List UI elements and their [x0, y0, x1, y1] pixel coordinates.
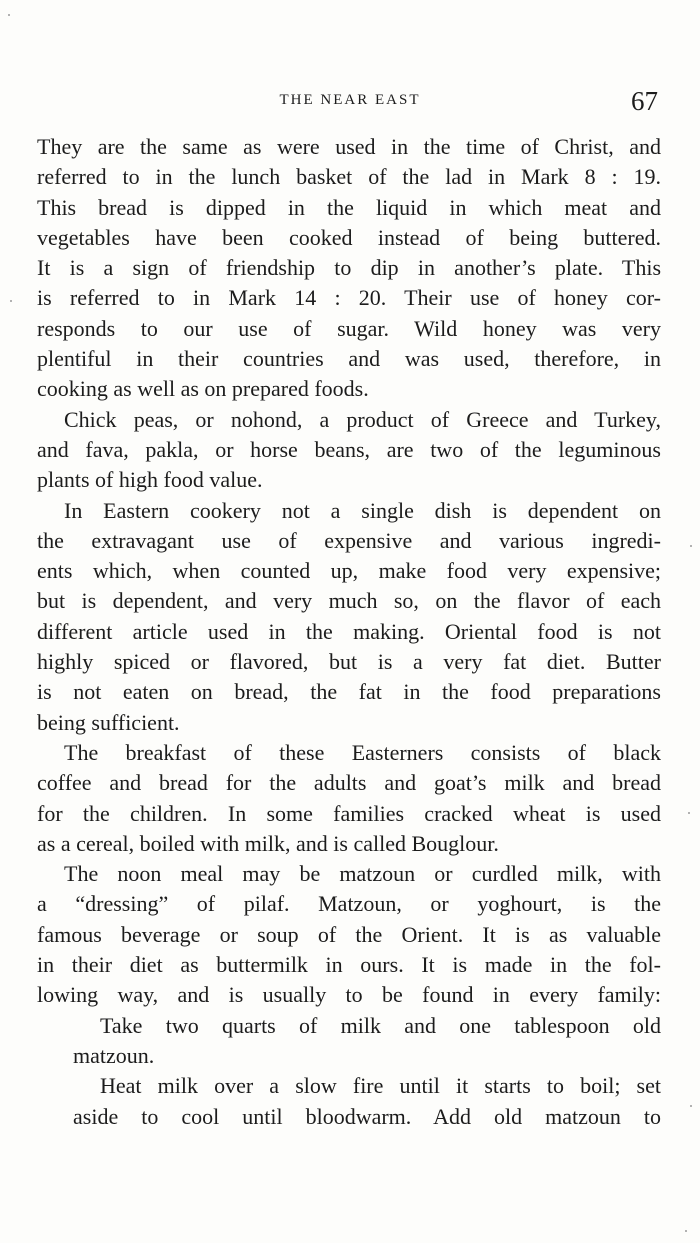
paragraph-1 [37, 132, 661, 405]
text-line: lowing way, and is usually to be found in every family: [37, 982, 661, 1008]
text-line: as a cereal, boiled with milk, and is called Bouglour. [37, 830, 499, 856]
text-line: Chick peas, or nohond, a product of Greece and Turkey, [64, 406, 661, 432]
text-line: matzoun. [73, 1042, 155, 1068]
text-line: ents which, when counted up, make food very expensive; [37, 558, 661, 584]
text-line: in their diet as buttermilk in ours. It is made in the fol- [37, 952, 661, 978]
text-line: The noon meal may be matzoun or curdled milk, with [64, 861, 661, 887]
running-title: THE NEAR EAST [279, 92, 421, 108]
text-line: for the children. In some families cracked wheat is used [37, 800, 661, 826]
text-line: famous beverage or soup of the Orient. It is as valuable [37, 921, 661, 947]
paragraph-5 [37, 859, 661, 1010]
text-line: plentiful in their countries and was used, therefore, in [37, 346, 661, 372]
text-line: but is dependent, and very much so, on the flavor of each [37, 588, 661, 614]
recipe-instructions [37, 1011, 661, 1132]
paragraph-3 [37, 496, 661, 738]
text-line: aside to cool until bloodwarm. Add old matzoun to [73, 1103, 661, 1129]
text-line: a “dressing” of pilaf. Matzoun, or yoghourt, is the [37, 891, 661, 917]
text-line: coffee and bread for the adults and goat’s milk and bread [37, 770, 661, 796]
text-line: The breakfast of these Easterners consists of black [64, 739, 661, 765]
text-line: being sufficient. [37, 709, 180, 735]
text-line: is not eaten on bread, the fat in the food preparations [37, 679, 661, 705]
text-line: responds to our use of sugar. Wild honey was very [37, 315, 661, 341]
text-line: Take two quarts of milk and one tablespoon old [100, 1012, 661, 1038]
page-number: 67 [631, 86, 658, 116]
text-line: highly spiced or flavored, but is a very fat diet. Butter [37, 649, 661, 675]
text-line: referred to in the lunch basket of the lad in Mark 8 : 19. [37, 164, 661, 190]
text-line: plants of high food value. [37, 467, 263, 493]
text-line: Heat milk over a slow fire until it starts to boil; set [100, 1073, 661, 1099]
paper-speck [690, 545, 692, 547]
body-text [37, 132, 661, 1132]
text-line: In Eastern cookery not a single dish is dependent on [64, 497, 661, 523]
text-line: vegetables have been cooked instead of being buttered. [37, 224, 661, 250]
text-line: This bread is dipped in the liquid in which meat and [37, 194, 661, 220]
text-line: cooking as well as on prepared foods. [37, 376, 369, 402]
paper-speck [690, 1105, 692, 1107]
text-line: They are the same as were used in the time of Christ, and [37, 134, 661, 159]
text-line: It is a sign of friendship to dip in another’s plate. This [37, 255, 661, 281]
paper-speck [8, 14, 10, 16]
paper-speck [688, 812, 690, 814]
paragraph-4 [37, 738, 661, 859]
text-line: different article used in the making. Oriental food is not [37, 618, 661, 644]
paper-speck [10, 300, 12, 302]
text-line: the extravagant use of expensive and various ingredi- [37, 527, 661, 553]
paragraph-2 [37, 405, 661, 496]
text-line: is referred to in Mark 14 : 20. Their use of honey cor- [37, 285, 661, 311]
running-head [0, 88, 700, 118]
text-line: and fava, pakla, or horse beans, are two of the leguminous [37, 436, 661, 462]
paper-speck [685, 1230, 687, 1232]
